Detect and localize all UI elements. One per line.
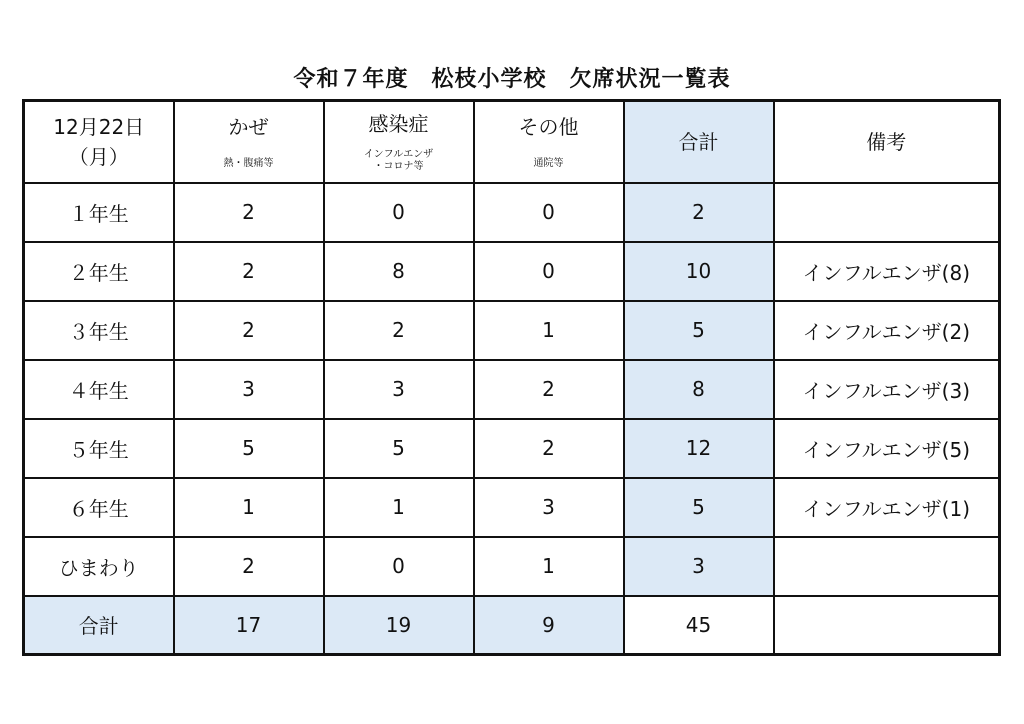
- header-row: [24, 101, 1000, 183]
- total-cell: 12: [624, 419, 774, 478]
- header-total: [624, 101, 774, 183]
- total-cell: 2: [624, 183, 774, 242]
- grade-cell: ４年生: [24, 360, 174, 419]
- kansen-cell: 2: [324, 301, 474, 360]
- kaze-cell: 2: [174, 183, 324, 242]
- kansen-cell: 3: [324, 360, 474, 419]
- table-row: [24, 419, 1000, 478]
- table-row: [24, 301, 1000, 360]
- sonota-cell: 1: [474, 537, 624, 596]
- header-kansen-sub: インフルエンザ ・コロナ等: [363, 148, 434, 172]
- kansen-cell: 0: [324, 183, 474, 242]
- sonota-cell: 2: [474, 419, 624, 478]
- total-cell: 5: [624, 478, 774, 537]
- remark-cell: インフルエンザ(5): [774, 419, 1000, 478]
- kaze-cell: 3: [174, 360, 324, 419]
- header-sonota-label: その他: [518, 114, 579, 139]
- totals-kansen: 19: [324, 596, 474, 655]
- weekday-label: （月）: [68, 144, 129, 169]
- sonota-cell: 3: [474, 478, 624, 537]
- total-cell: 5: [624, 301, 774, 360]
- header-kaze: [174, 101, 324, 183]
- totals-total: 45: [624, 596, 774, 655]
- remark-cell: [774, 183, 1000, 242]
- totals-row: [24, 596, 1000, 655]
- kaze-cell: 5: [174, 419, 324, 478]
- kansen-cell: 0: [324, 537, 474, 596]
- table-row: [24, 360, 1000, 419]
- kansen-cell: 5: [324, 419, 474, 478]
- kansen-cell: 8: [324, 242, 474, 301]
- header-kaze-label: かぜ: [228, 114, 269, 139]
- table-row: [24, 183, 1000, 242]
- totals-sonota: 9: [474, 596, 624, 655]
- date-header-cell: [24, 101, 174, 183]
- absence-table: [22, 99, 1001, 656]
- grade-cell: ひまわり: [24, 537, 174, 596]
- sonota-cell: 2: [474, 360, 624, 419]
- grade-cell: １年生: [24, 183, 174, 242]
- header-sonota-sub: 通院等: [533, 157, 564, 169]
- header-sonota: [474, 101, 624, 183]
- totals-kaze: 17: [174, 596, 324, 655]
- grade-cell: ６年生: [24, 478, 174, 537]
- totals-remark: [774, 596, 1000, 655]
- table-row: [24, 242, 1000, 301]
- totals-label: 合計: [24, 596, 174, 655]
- header-remarks-label: 備考: [866, 129, 907, 154]
- remark-cell: インフルエンザ(3): [774, 360, 1000, 419]
- kaze-cell: 1: [174, 478, 324, 537]
- remark-cell: インフルエンザ(2): [774, 301, 1000, 360]
- kaze-cell: 2: [174, 242, 324, 301]
- header-remarks: [774, 101, 1000, 183]
- kansen-cell: 1: [324, 478, 474, 537]
- header-kaze-sub: 熱・腹痛等: [223, 157, 274, 169]
- total-cell: 3: [624, 537, 774, 596]
- table-row: [24, 478, 1000, 537]
- total-cell: 10: [624, 242, 774, 301]
- remark-cell: [774, 537, 1000, 596]
- sonota-cell: 1: [474, 301, 624, 360]
- header-total-label: 合計: [678, 129, 719, 154]
- grade-cell: ２年生: [24, 242, 174, 301]
- grade-cell: ５年生: [24, 419, 174, 478]
- grade-cell: ３年生: [24, 301, 174, 360]
- sonota-cell: 0: [474, 183, 624, 242]
- remark-cell: インフルエンザ(1): [774, 478, 1000, 537]
- header-kansen-label: 感染症: [368, 111, 429, 136]
- table-row: [24, 537, 1000, 596]
- kaze-cell: 2: [174, 301, 324, 360]
- sonota-cell: 0: [474, 242, 624, 301]
- date-label: 12月22日: [53, 114, 145, 139]
- total-cell: 8: [624, 360, 774, 419]
- kaze-cell: 2: [174, 537, 324, 596]
- page-title: 令和７年度 松枝小学校 欠席状況一覧表: [293, 67, 731, 92]
- remark-cell: インフルエンザ(8): [774, 242, 1000, 301]
- header-kansen: [324, 101, 474, 183]
